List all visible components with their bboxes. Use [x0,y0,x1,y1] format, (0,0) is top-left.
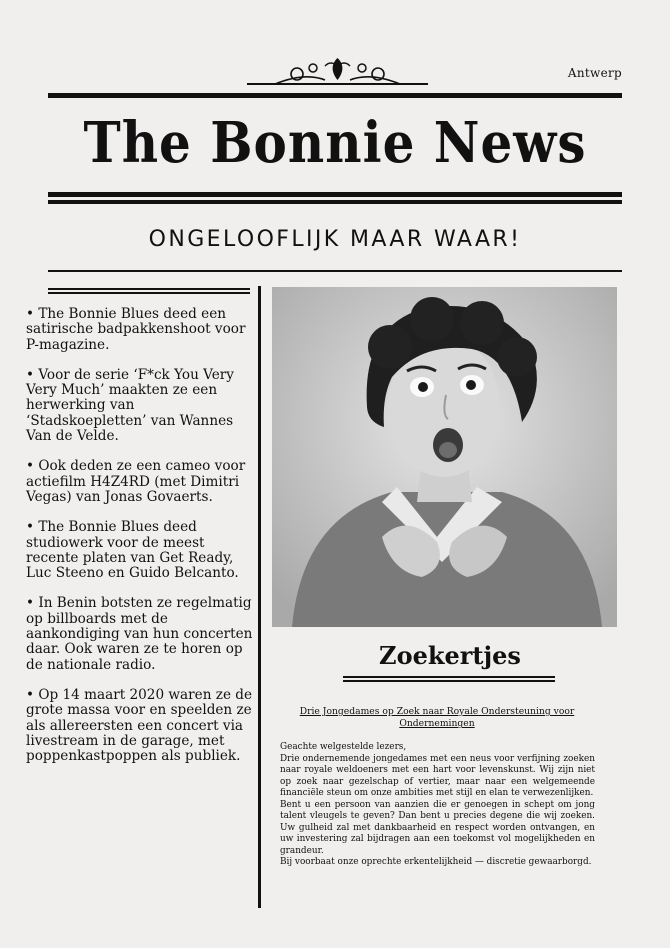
ad-paragraph: Bij voorbaat onze oprechte erkentelijkheid — discretie gewaarborgd. [280,857,592,867]
ad-body [280,742,595,869]
top-rule [48,93,622,98]
ad-paragraph: Bent u een persoon van aanzien die er genoegen in schept om jong talent vleugels te geven? Dan bent u precies degene die wij zoeken. Uw gulheid zal met dankbaarheid en respect worden ontvangen, en uw investering zal bijdragen aan een toekomst vol mogelijkheden en grandeur. [280,799,595,856]
column-divider [258,286,261,908]
bullet-item: • In Benin botsten ze regelmatig op billboards met de aankondiging van hun concerten daar. Ook waren ze te horen op de nationale radio. [26,595,253,673]
surprised-woman-photo [272,287,617,627]
bullet-item: • Op 14 maart 2020 waren ze de grote massa voor en speelden ze als allereersten een concert via livestream in de garage, met poppenkastpoppen als publiek. [26,686,253,765]
left-column-rule-top [48,288,250,290]
ad-title: Drie Jongedames op Zoek naar Royale Ondersteuning voor Ondernemingen [299,706,575,730]
ad-paragraph: Geachte welgestelde lezers, [280,742,407,752]
page-headline: ONGELOOFLIJK MAAR WAAR! [148,227,522,252]
masthead-ornament-icon [245,54,430,90]
city-label: Antwerp [567,66,622,80]
classifieds-rule-top [343,676,555,678]
masthead-rule-thick [48,192,622,197]
bullet-item: • Ook deden ze een cameo voor actiefilm H4Z4RD (met Dimitri Vegas) van Jonas Govaerts. [26,458,246,505]
ad-paragraph: Drie ondernemende jongedames met een neus voor verfijning zoeken naar royale weldoeners met een hart voor levenskunst. Wij zijn niet op zoek naar gezelschap of vertier, maar naar een welgemeende financiële steun om onze ambities met stijl en elan te verwezenlijken. [280,753,595,798]
left-column-text [26,307,254,779]
newspaper-masthead: The Bonnie News [83,109,587,176]
classifieds-rule-bottom [343,680,555,682]
headline-rule [48,270,622,272]
left-column-rule-bottom [48,292,250,294]
masthead-rule-thin [48,200,622,204]
classifieds-title: Zoekertjes [379,641,521,670]
bullet-item: • The Bonnie Blues deed een satirische badpakkenshoot voor P-magazine. [26,306,246,353]
bullet-item: • Voor de serie ‘F*ck You Very Very Much’ maakten ze een herwerking van ‘Stadskoepletten’ van Wannes Van de Velde. [26,366,234,445]
bullet-item: • The Bonnie Blues deed studiowerk voor de meest recente platen van Get Ready, Luc Steeno en Guido Belcanto. [26,519,239,582]
